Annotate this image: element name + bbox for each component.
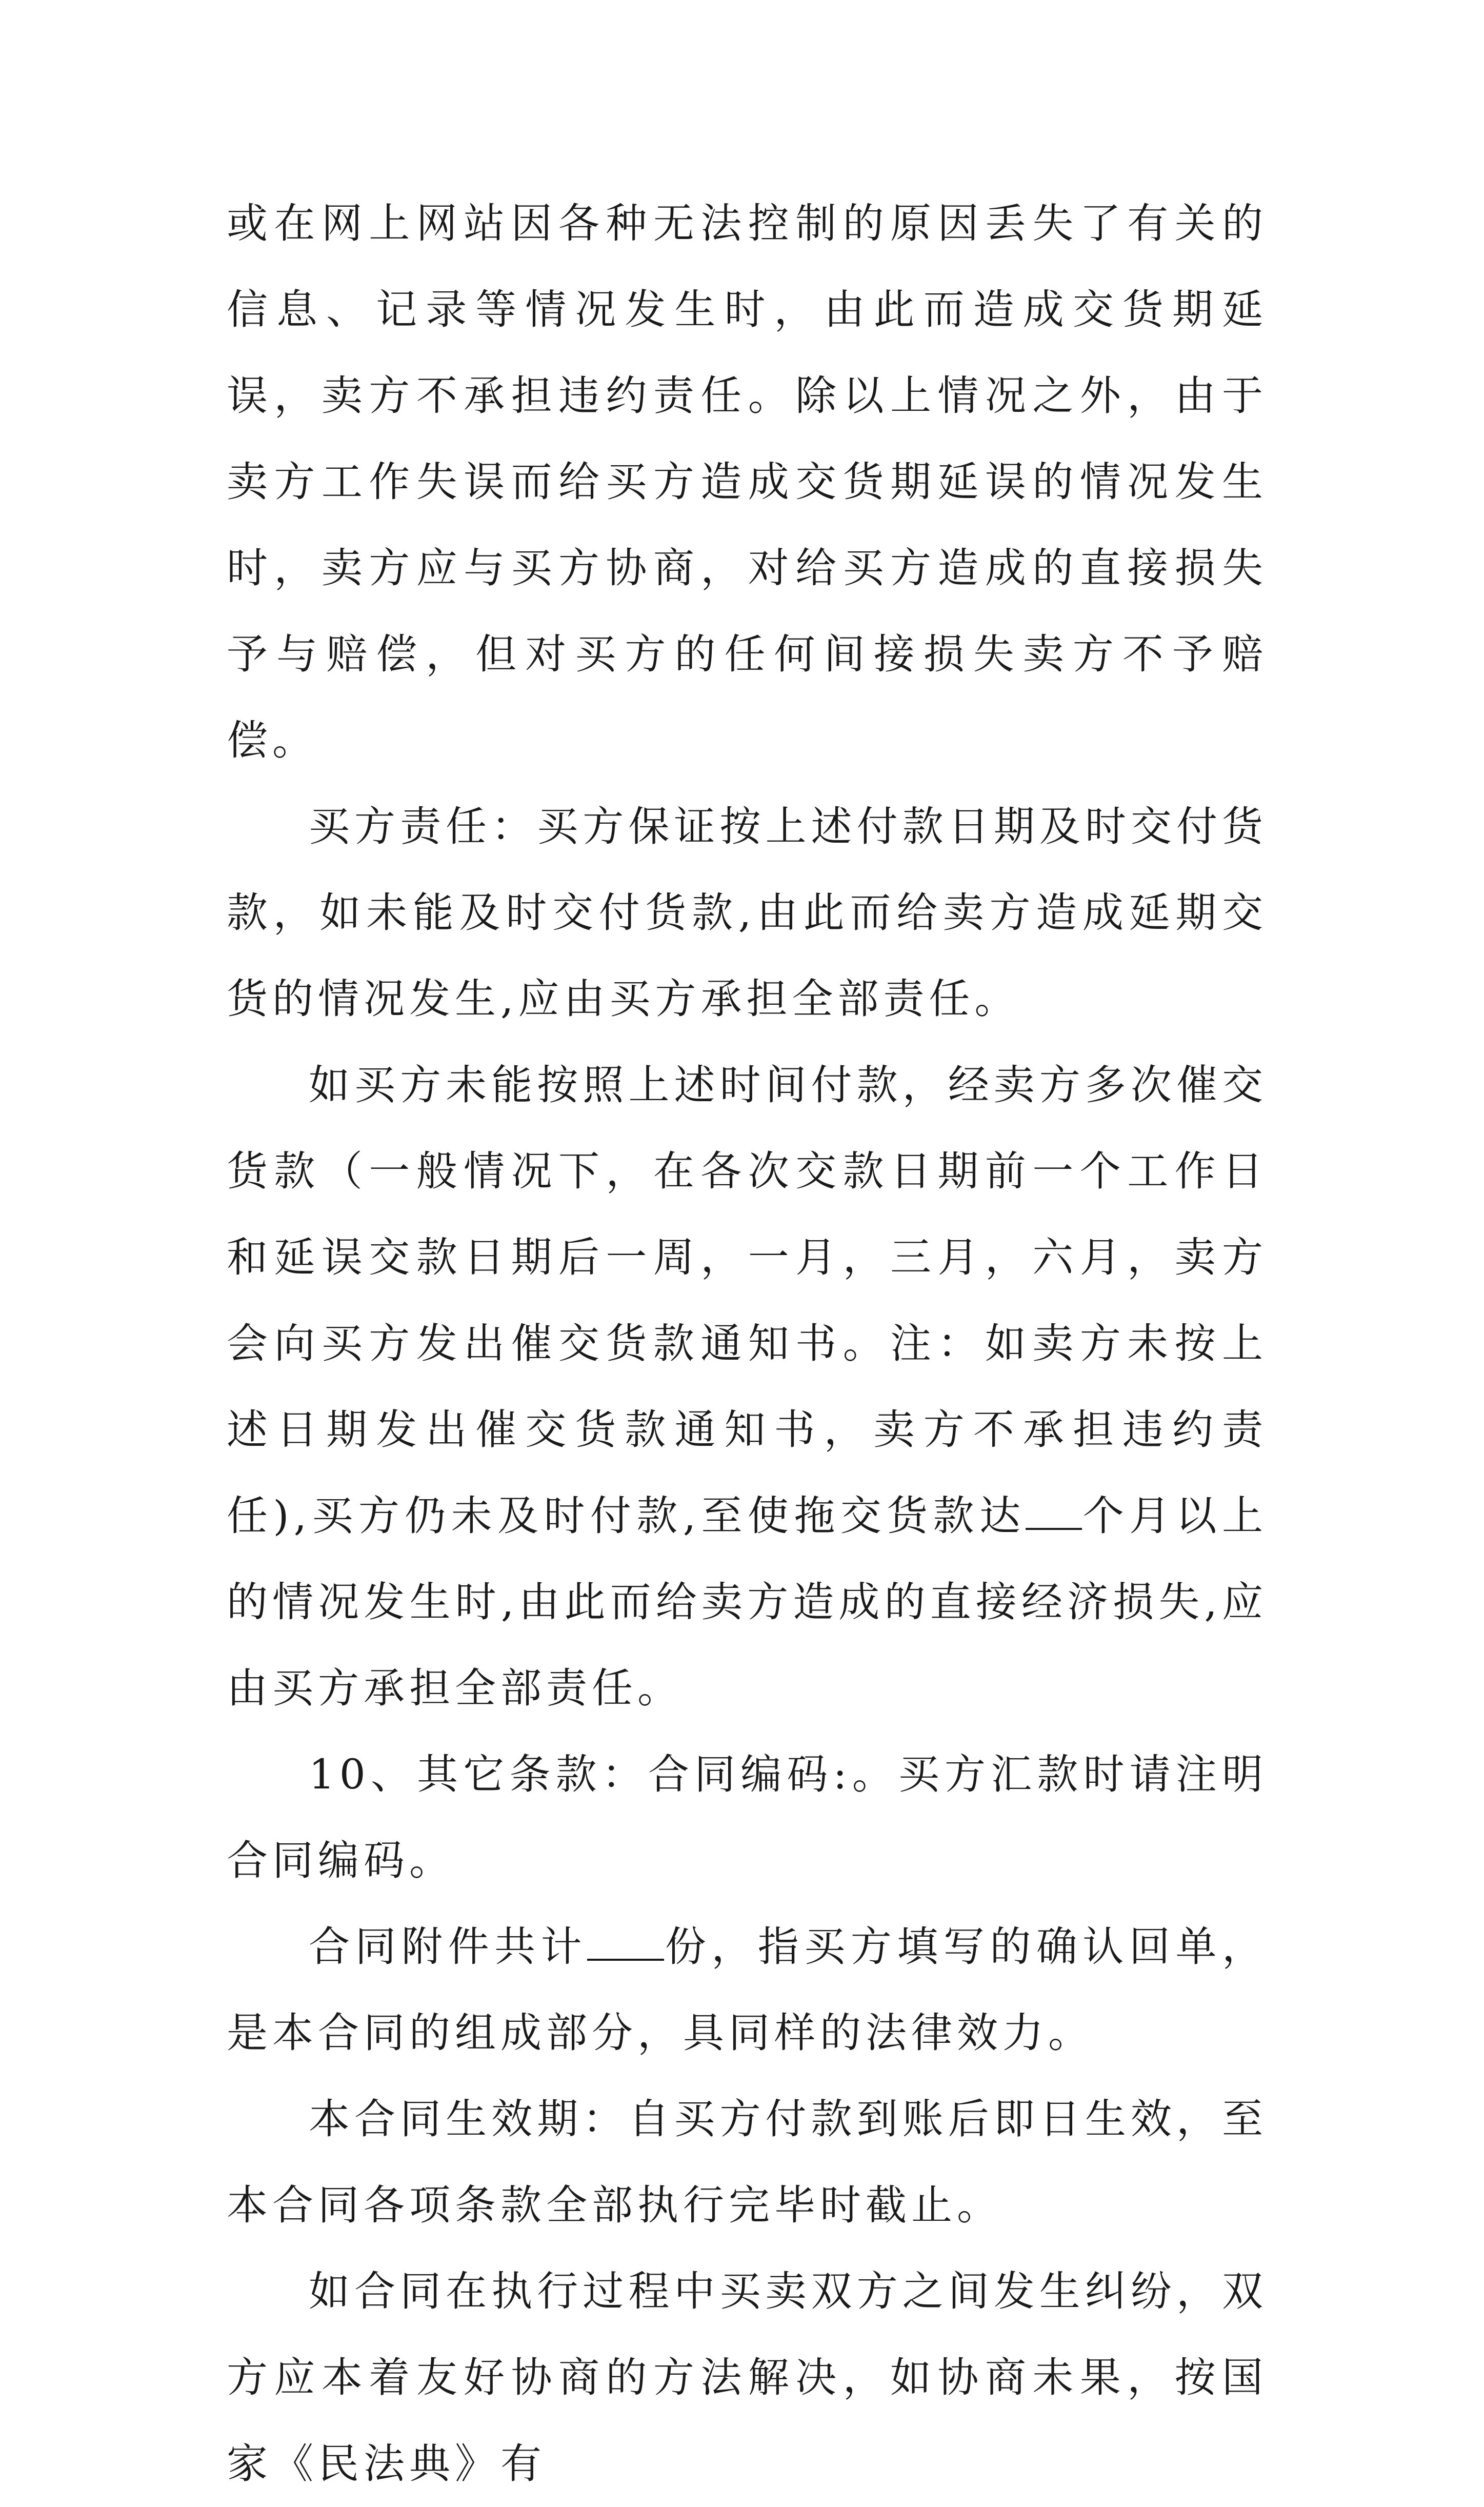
paragraph-dispute-resolution: 如合同在执行过程中买卖双方之间发生纠纷，双方应本着友好协商的方法解决，如协商未果，按国家《民法典》有 [227, 2267, 1268, 2488]
attachments-text-end: 份，指买方填写的确认回单，是本合同的组成部分，具同样的法律效力。 [227, 1923, 1268, 2057]
contract-body [227, 181, 1268, 2507]
paragraph-attachments [227, 1904, 1268, 2076]
paragraph-delivery-delay: 或在网上网站因各种无法控制的原因丢失了有关的信息、记录等情况发生时，由此而造成交货期延误，卖方不承担违约责任。除以上情况之外，由于卖方工作失误而给买方造成交货期延误的情况发生时，卖方应与买方协商，对给买方造成的直接损失予与赔偿，但对买方的任何间接损失卖方不予赔偿。 [227, 200, 1268, 764]
paragraph-late-payment [227, 1042, 1268, 1732]
late-payment-text-start: 如买方未能按照上述时间付款，经卖方多次催交货款（一般情况下，在各次交款日期前一个工作日和延误交款日期后一周，一月，三月，六月，卖方会向买方发出催交货款通知书。注：如卖方未按上述日期发出催交货款通知书，卖方不承担违约责任),买方仍未及时付款,至使拖交货款达 [227, 1061, 1268, 1540]
late-payment-text-end: 个月以上的情况发生时,由此而给卖方造成的直接经济损失,应由买方承担全部责任。 [227, 1492, 1268, 1712]
paragraph-buyer-responsibility: 买方责任：买方保证按上述付款日期及时交付货款，如未能及时交付货款,由此而给卖方造成延期交货的情况发生,应由买方承担全部责任。 [227, 803, 1268, 1023]
attachments-text-start: 合同附件共计 [309, 1923, 588, 1971]
paragraph-other-terms: 10、其它条款：合同编码:。买方汇款时请注明合同编码。 [227, 1750, 1268, 1884]
paragraph-effective-period: 本合同生效期：自买方付款到账后即日生效，至本合同各项条款全部执行完毕时截止。 [227, 2095, 1268, 2229]
months-blank-line [1026, 1492, 1082, 1530]
copies-blank-line [587, 1923, 664, 1961]
